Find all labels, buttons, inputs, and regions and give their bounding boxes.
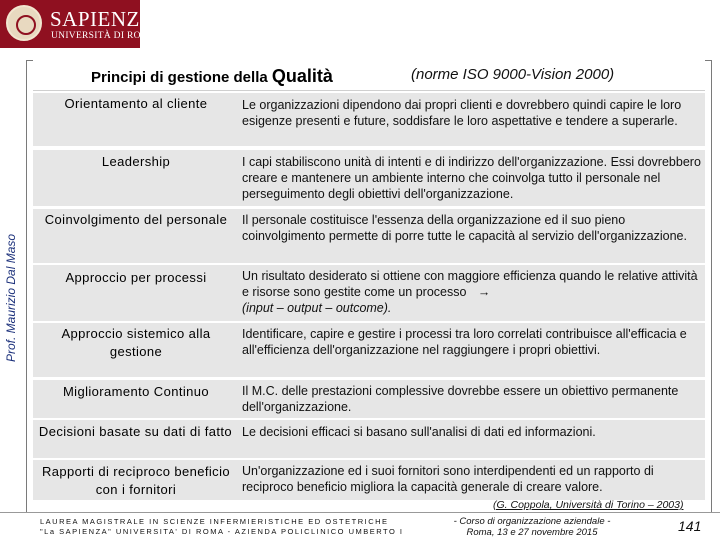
arrow-right-icon: → — [477, 285, 491, 299]
principle-label: Decisioni basate su dati di fatto — [38, 424, 233, 439]
principle-description: Identificare, capire e gestire i processi tra loro correlati contribuisce all'efficacia e all'efficienza dell'organizzazione nel raggiungere i propri obiettivi. — [242, 327, 687, 357]
university-logo — [0, 0, 157, 48]
footer-course-info — [40, 517, 403, 537]
principle-row — [33, 380, 705, 418]
principle-label: Miglioramento Continuo — [62, 384, 210, 399]
principle-row — [33, 420, 705, 458]
description-note: (input – output – outcome). — [242, 301, 392, 315]
principle-description: I capi stabiliscono unità di intenti e di indirizzo dell'organizzazione. Essi dovrebbero creare e mantenere un ambiente interno che coinvolga tutto il personale nel perseguimento degli obiettivi dell'organizzazione. — [242, 155, 701, 201]
principle-label: Coinvolgimento del personale — [44, 212, 228, 227]
title-word: Qualità — [271, 66, 333, 86]
principle-row — [33, 265, 705, 321]
footer-line: LAUREA MAGISTRALE IN SCIENZE INFERMIERISTICHE ED OSTETRICHE — [40, 517, 389, 526]
description-text: Un risultato desiderato si ottiene con maggiore efficienza quando le relative attività e risorse sono gestite come un processo — [242, 269, 698, 299]
principle-row — [33, 323, 705, 377]
title-main: Principi di gestione della — [91, 69, 268, 86]
principle-description: Le decisioni efficaci si basano sull'analisi di dati ed informazioni. — [242, 425, 596, 439]
principle-description: Il personale costituisce l'essenza della organizzazione ed il suo pieno coinvolgimento permette di porre tutte le capacità al servizio dell'organizzazione. — [242, 213, 687, 243]
principle-label: Orientamento al cliente — [64, 96, 208, 111]
source-citation: (G. Coppola, Università di Torino – 2003) — [493, 499, 684, 511]
page-number: 141 — [678, 518, 702, 534]
principle-description: Il M.C. delle prestazioni complessive dovrebbe essere un obiettivo permanente dell'organizzazione. — [242, 384, 679, 414]
principle-row — [33, 209, 705, 263]
principle-label: Approccio per processi — [65, 270, 207, 285]
principle-label: Rapporti di reciproco beneficio con i fornitori — [42, 464, 230, 497]
logo-subtitle: UNIVERSITÀ DI ROMA — [51, 31, 157, 41]
principle-row — [33, 93, 705, 146]
footer-line: Roma, 13 e 27 novembre 2015 — [466, 527, 598, 538]
principle-description — [242, 268, 702, 316]
footer-line: - Corso di organizzazione aziendale - — [453, 516, 611, 527]
principle-row — [33, 460, 705, 500]
footer-lecture-info — [432, 516, 632, 538]
slide-title — [91, 66, 333, 87]
footer-line: "La SAPIENZA" UNIVERSITA' DI ROMA - AZIENDA POLICLINICO UMBERTO I — [40, 527, 404, 536]
principle-label: Leadership — [101, 154, 171, 169]
author-vertical-label: Prof. Maurizio Dal Maso — [4, 233, 18, 362]
principle-row — [33, 150, 705, 206]
seal-icon — [6, 5, 42, 41]
principle-description: Le organizzazioni dipendono dai propri clienti e dovrebbero quindi capire le loro esigenze presenti e future, soddisfare le loro aspettative e tendere a superarle. — [242, 98, 682, 128]
principle-label: Approccio sistemico alla gestione — [61, 326, 211, 359]
title-note: (norme ISO 9000-Vision 2000) — [411, 66, 615, 83]
logo-name: SAPIENZA — [50, 7, 156, 31]
principle-description: Un'organizzazione ed i suoi fornitori sono interdipendenti ed un rapporto di reciproco beneficio migliora la capacità generale di creare valore. — [242, 464, 654, 494]
